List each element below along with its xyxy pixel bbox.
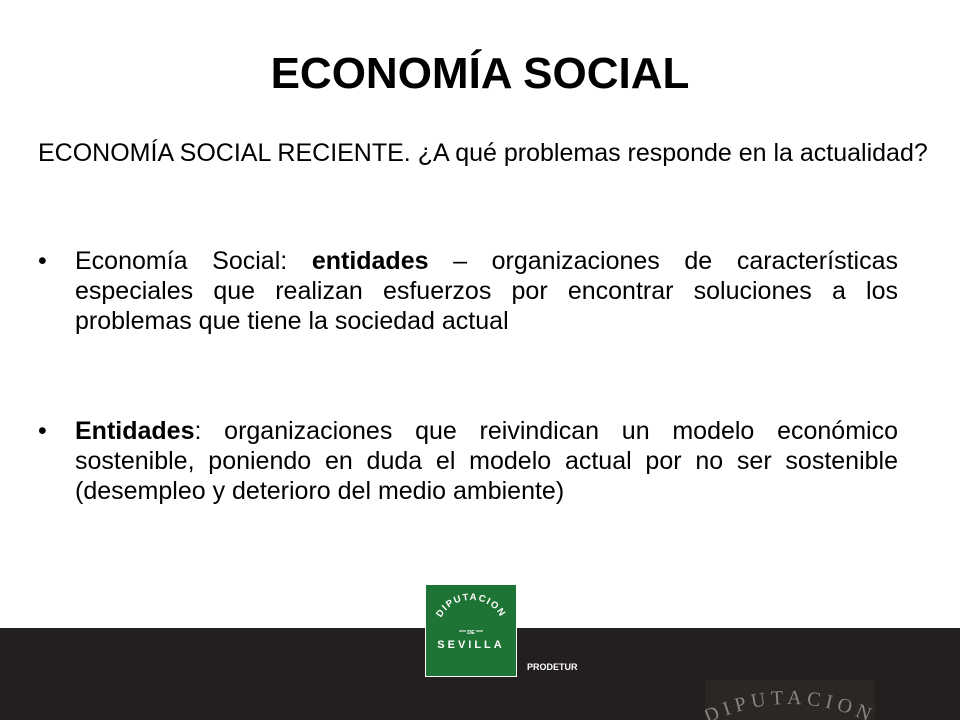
corner-emblem-text: IPUTACIO [720,686,860,720]
prodetur-label: PRODETUR [527,662,578,672]
diputacion-sevilla-logo [425,584,517,677]
bullet-text [75,416,898,506]
bullet-text-bold: entidades [311,247,429,275]
bullet-text-part: : organizaciones que reivindican un modelo económico sostenible, poniendo en duda el modelo actual por no ser sostenible (desempleo y deterioro del medio ambiente) [75,417,898,505]
slide-title: ECONOMÍA SOCIAL [270,49,690,98]
logo-bottom-text: SEVILLA [437,639,505,651]
logo-middle-text: DE [467,630,475,636]
slide-subtitle: ECONOMÍA SOCIAL RECIENTE. ¿A qué problemas responde en la actualidad? [38,139,928,167]
bullet-text [75,246,898,336]
bullet-entidades [38,416,898,506]
bullet-text-part: Economía Social: [75,247,312,275]
bullet-marker: • [38,417,47,445]
bullet-text-part: – organizaciones de características especiales que realizan esfuerzos por encontrar soluciones a los problemas que tiene la sociedad actual [75,247,898,335]
bullet-economia-social [38,246,898,336]
corner-emblem-graphic [705,680,875,720]
logo-graphic [426,585,516,676]
corner-emblem [705,680,875,720]
bullet-marker: • [38,247,47,275]
logo-top-text: DIPUTACION [434,591,508,620]
bullet-text-bold: Entidades [75,417,195,445]
